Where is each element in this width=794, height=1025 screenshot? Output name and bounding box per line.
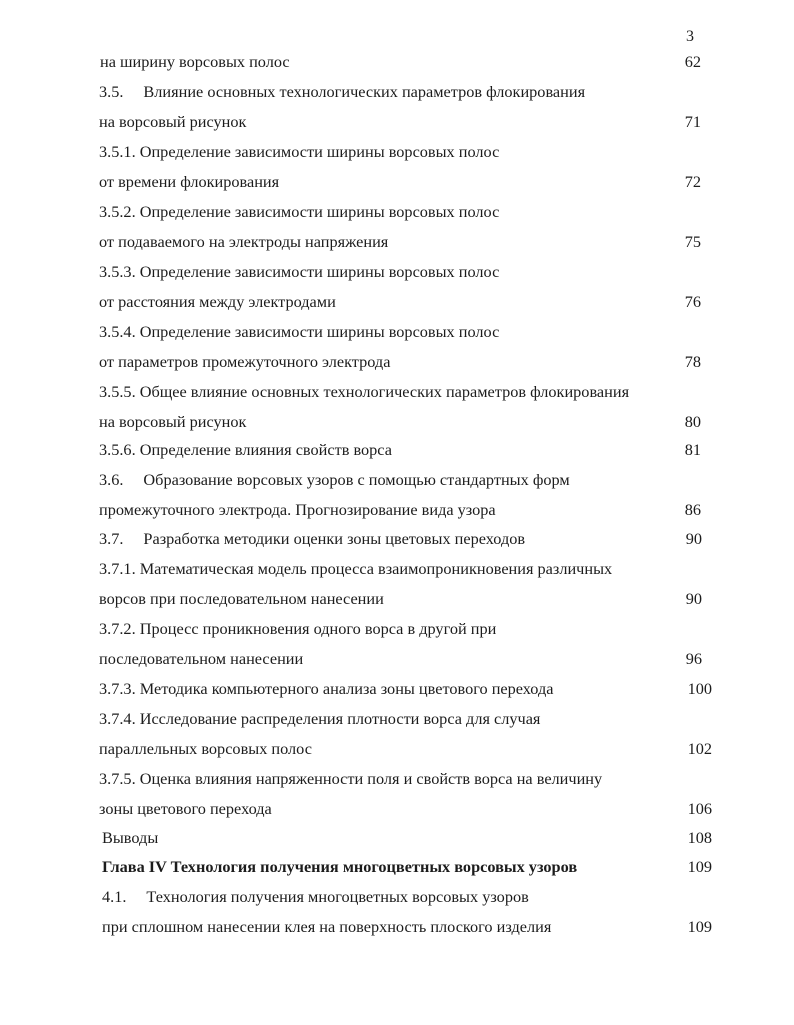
toc-entry — [99, 529, 525, 549]
toc-page-number: 96 — [685, 649, 702, 668]
toc-page-number: 80 — [684, 412, 701, 431]
toc-page-number: 62 — [684, 52, 701, 71]
toc-entry — [99, 202, 499, 222]
toc-entry — [102, 828, 158, 848]
toc-entry — [99, 649, 303, 669]
toc-entry-title: параллельных ворсовых полос — [99, 739, 312, 758]
toc-entry-title: при сплошном нанесении клея на поверхность плоского изделия — [102, 917, 552, 936]
toc-entry — [102, 857, 577, 877]
toc-entry — [99, 619, 496, 639]
toc-entry — [99, 82, 585, 102]
toc-page-number: 76 — [684, 292, 701, 311]
toc-entry — [99, 589, 384, 609]
toc-entry — [99, 470, 570, 490]
toc-entry — [99, 679, 553, 699]
toc-entry — [99, 382, 629, 402]
toc-page-number: 78 — [684, 352, 701, 371]
toc-entry-title: ворсов при последовательном нанесении — [99, 589, 384, 608]
toc-entry — [99, 232, 388, 252]
toc-entry-title: промежуточного электрода. Прогнозирование вида узора — [99, 500, 496, 519]
toc-entry — [99, 769, 602, 789]
toc-page-number: 90 — [685, 529, 702, 548]
toc-entry-title: 3.5.5. Общее влияние основных технологических параметров флокирования — [99, 382, 630, 401]
toc-entry — [99, 799, 272, 819]
toc-entry-title: Технология получения многоцветных ворсовых узоров — [146, 887, 529, 906]
toc-page-number: 81 — [684, 440, 701, 459]
toc-entry — [99, 412, 246, 432]
toc-entry — [99, 262, 499, 282]
toc-entry-title: 3.5.1. Определение зависимости ширины ворсовых полос — [99, 142, 500, 161]
toc-entry — [99, 559, 612, 579]
toc-entry — [99, 739, 312, 759]
toc-page-number: 109 — [687, 917, 712, 936]
page-number: 3 — [686, 28, 694, 45]
toc-entry-title: Глава IV Технология получения многоцветных ворсовых узоров — [102, 857, 578, 876]
toc-entry — [102, 887, 529, 907]
toc-entry-number: 3.5. — [99, 82, 124, 101]
toc-page-number: 108 — [687, 828, 712, 847]
toc-entry-title: 3.7.5. Оценка влияния напряженности поля и свойств ворса на величину — [99, 769, 603, 788]
toc-entry-title: последовательном нанесении — [99, 649, 304, 668]
toc-entry-title: на ворсовый рисунок — [99, 412, 247, 431]
toc-entry-number: 4.1. — [102, 887, 127, 906]
toc-entry-title: на ворсовый рисунок — [99, 112, 247, 131]
toc-entry-title: от расстояния между электродами — [99, 292, 336, 311]
toc-entry — [99, 709, 540, 729]
toc-entry-title: 3.7.3. Методика компьютерного анализа зоны цветового перехода — [99, 679, 554, 698]
toc-entry-title: от подаваемого на электроды напряжения — [99, 232, 389, 251]
toc-entry-title: 3.5.4. Определение зависимости ширины ворсовых полос — [99, 322, 500, 341]
toc-entry-title: 3.5.3. Определение зависимости ширины ворсовых полос — [99, 262, 500, 281]
toc-entry — [99, 322, 499, 342]
toc-entry — [99, 440, 392, 460]
toc-page-number: 75 — [684, 232, 701, 251]
toc-page-number: 72 — [684, 172, 701, 191]
toc-entry-title: от времени флокирования — [99, 172, 280, 191]
toc-entry — [99, 172, 279, 192]
toc-entry — [99, 112, 246, 132]
toc-entry-title: 3.5.6. Определение влияния свойств ворса — [99, 440, 392, 459]
toc-page-number: 71 — [684, 112, 701, 131]
toc-entry-number: 3.6. — [99, 470, 124, 489]
toc-entry — [99, 352, 390, 372]
toc-entry-title: Разработка методики оценки зоны цветовых переходов — [143, 529, 526, 548]
toc-entry-title: 3.7.2. Процесс проникновения одного ворса в другой при — [99, 619, 497, 638]
toc-entry — [99, 500, 496, 520]
toc-entry-title: Образование ворсовых узоров с помощью стандартных форм — [143, 470, 570, 489]
toc-entry-title: Выводы — [102, 828, 159, 847]
toc-entry-title: 3.5.2. Определение зависимости ширины ворсовых полос — [99, 202, 500, 221]
toc-page-number: 90 — [685, 589, 702, 608]
toc-entry — [100, 52, 290, 72]
toc-entry — [99, 142, 499, 162]
toc-page-number: 86 — [684, 500, 701, 519]
toc-entry-number: 3.7. — [99, 529, 124, 548]
toc-entry-title: зоны цветового перехода — [99, 799, 272, 818]
toc-entry-title: 3.7.4. Исследование распределения плотности ворса для случая — [99, 709, 541, 728]
toc-entry — [102, 917, 551, 937]
toc-page-number: 106 — [687, 799, 712, 818]
toc-entry-title: Влияние основных технологических параметров флокирования — [143, 82, 586, 101]
toc-page-number: 109 — [687, 857, 712, 876]
toc-entry-title: на ширину ворсовых полос — [100, 52, 290, 71]
toc-page-number: 100 — [687, 679, 712, 698]
toc-page-number: 102 — [687, 739, 712, 758]
toc-entry-title: 3.7.1. Математическая модель процесса взаимопроникновения различных — [99, 559, 613, 578]
toc-entry — [99, 292, 336, 312]
toc-entry-title: от параметров промежуточного электрода — [99, 352, 391, 371]
